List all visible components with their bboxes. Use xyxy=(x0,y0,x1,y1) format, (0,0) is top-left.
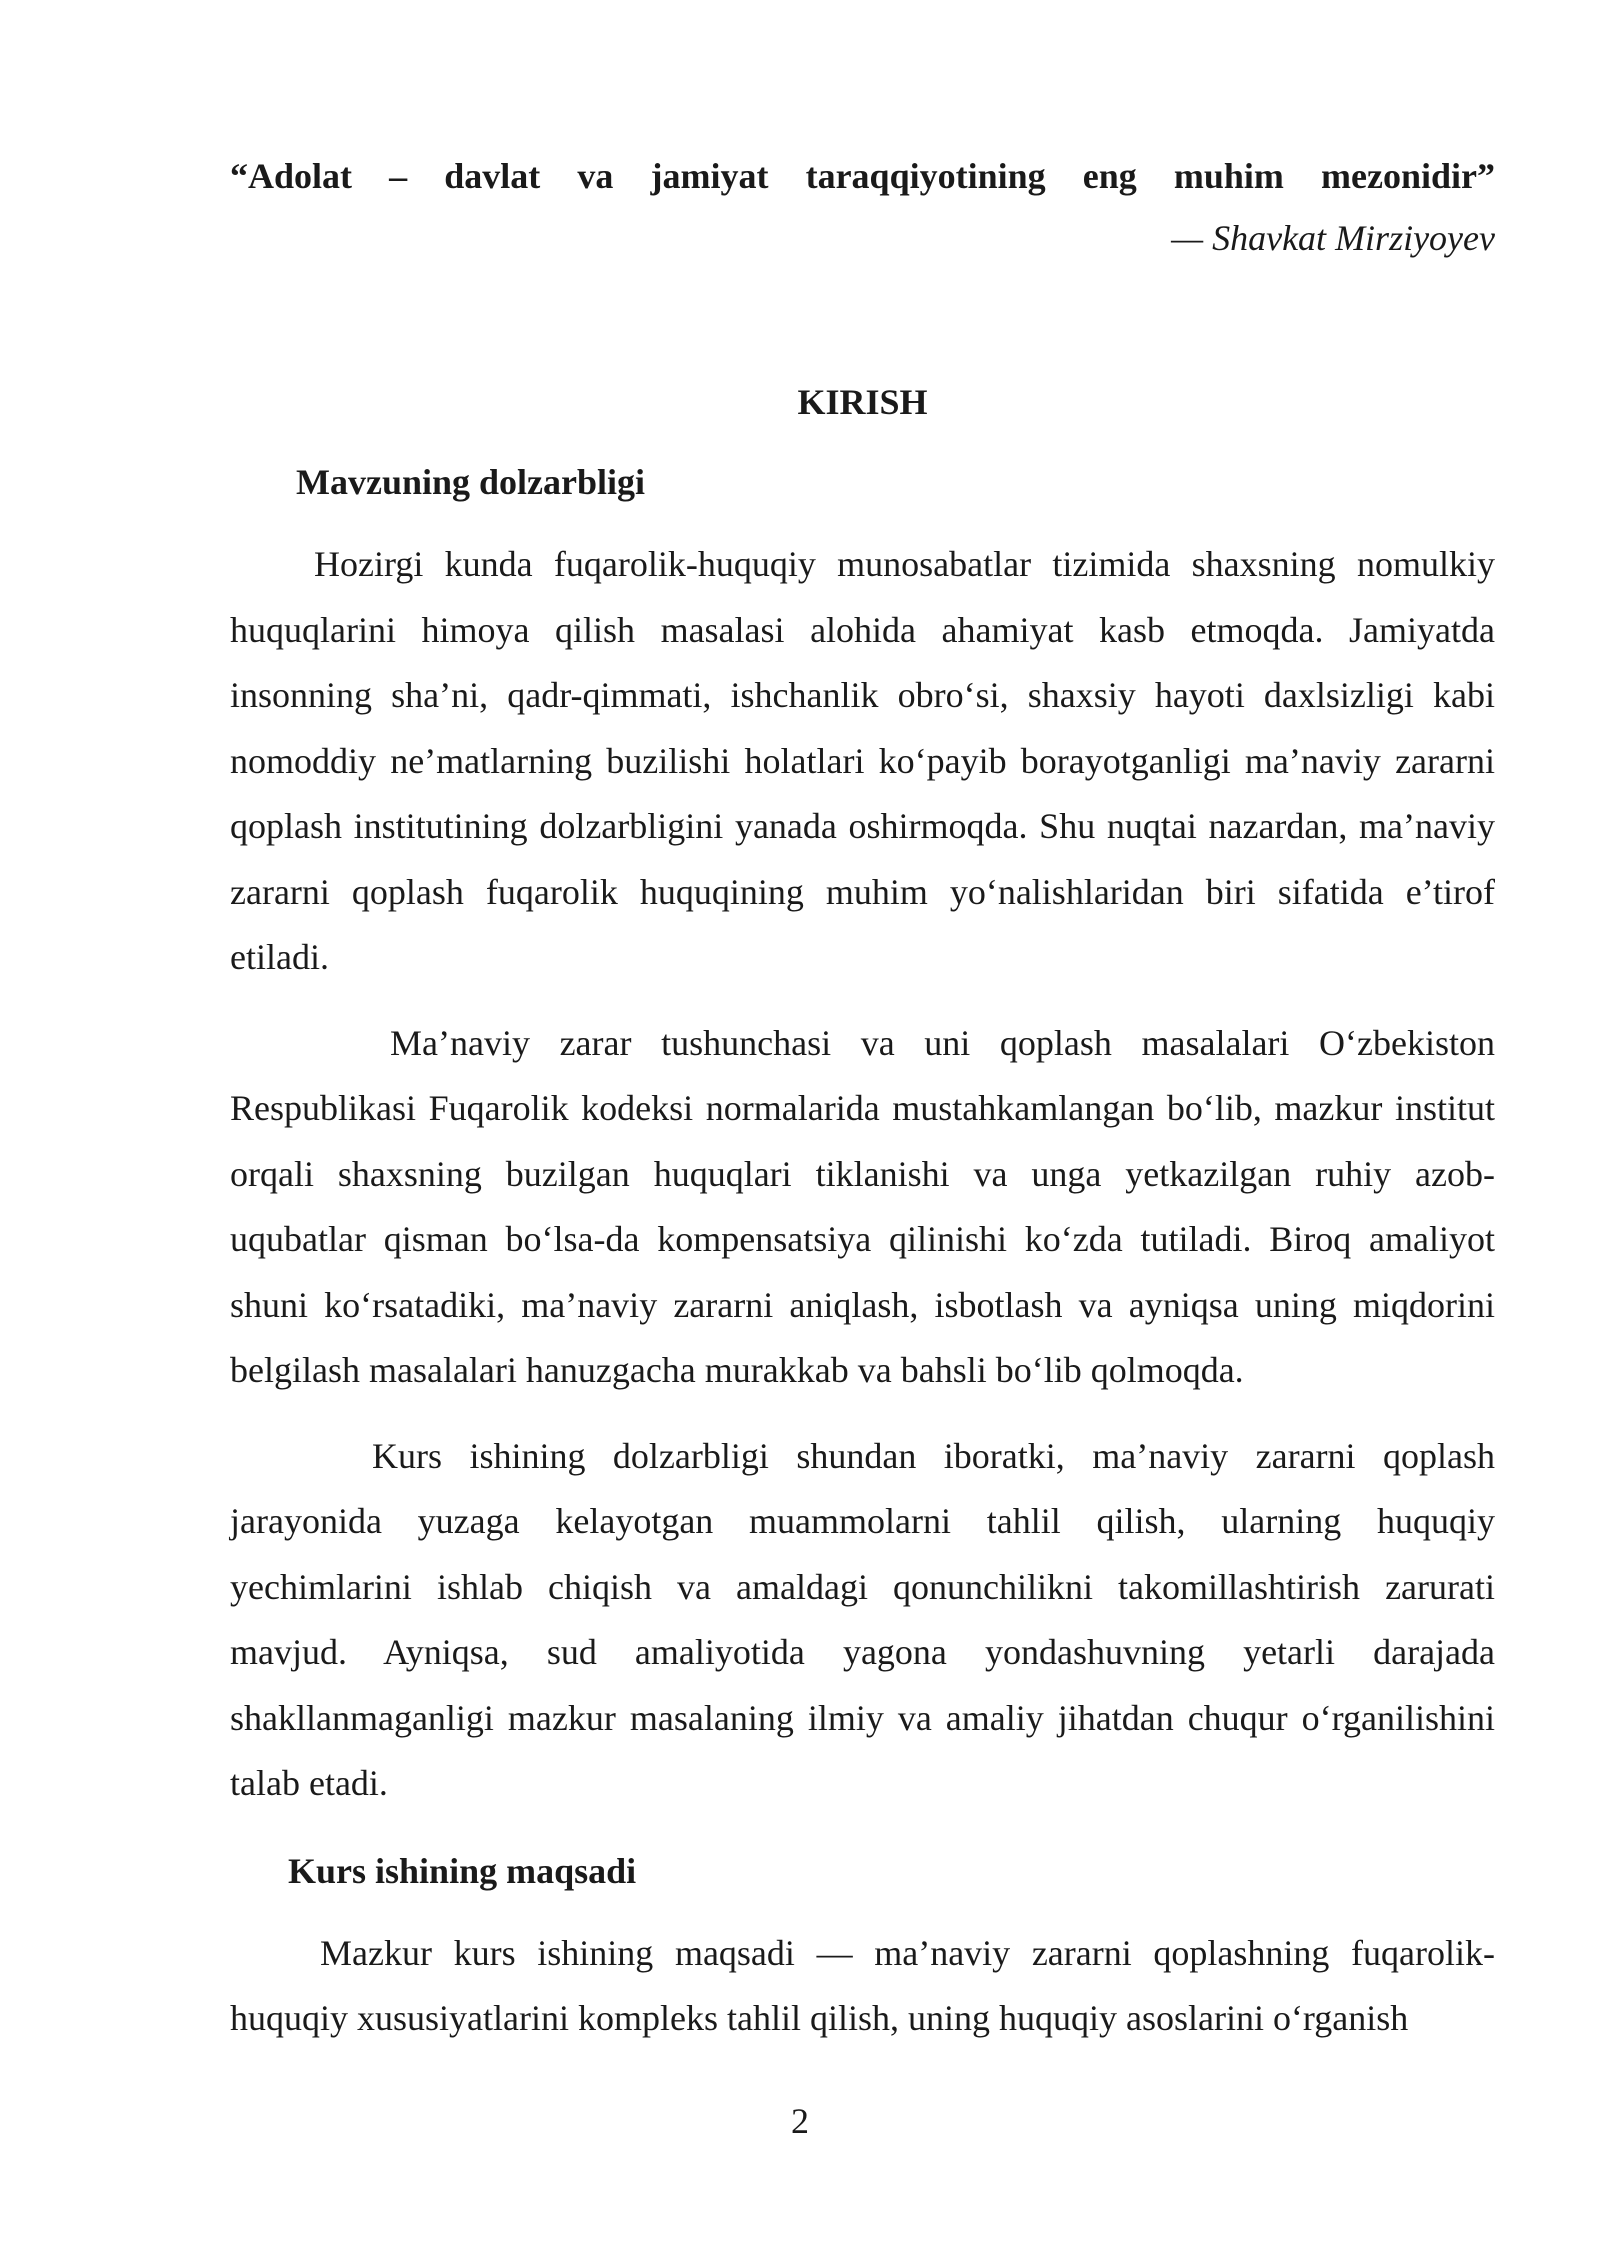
paragraph-relevance-2: Ma’naviy zarar tushunchasi va uni qoplash masalalari O‘zbekiston Respublikasi Fuqarolik kodeksi normalarida mustahkamlangan bo‘lib, mazkur institut orqali shaxsning buzilgan huquqlari tiklanishi va unga yetkazilgan ruhiy azob-uqubatlar qisman bo‘lsa-da kompensatsiya qilinishi ko‘zda tutiladi. Biroq amaliyot shuni ko‘rsatadiki, ma’naviy zararni aniqlash, isbotlash va ayniqsa uning miqdorini belgilash masalalari hanuzgacha murakkab va bahsli bo‘lib qolmoqda. xyxy=(230,1022,1495,1390)
section-heading-relevance: Mavzuning dolzarbligi xyxy=(296,462,646,502)
epigraph-quote: “Adolat – davlat va jamiyat taraqqiyotining eng muhim mezonidir” xyxy=(230,156,1495,196)
page-number: 2 xyxy=(791,2101,809,2141)
paragraph-relevance-1: Hozirgi kunda fuqarolik-huquqiy munosabatlar tizimida shaxsning nomulkiy huquqlarini himoya qilish masalasi alohida ahamiyat kasb etmoqda. Jamiyatda insonning sha’ni, qadr-qimmati, ishchanlik obro‘si, shaxsiy hayoti daxlsizligi kabi nomoddiy ne’matlarning buzilishi holatlari ko‘payib borayotganligi ma’naviy zararni qoplash institutining dolzarbligini yanada oshirmoqda. Shu nuqtai nazardan, ma’naviy zararni qoplash fuqarolik huquqining muhim yo‘nalishlaridan biri sifatida e’tirof etiladi. xyxy=(230,544,1495,977)
epigraph-author: — Shavkat Mirziyoyev xyxy=(1171,218,1495,258)
paragraph-goal-1: Mazkur kurs ishining maqsadi — ma’naviy zararni qoplashning fuqarolik-huquqiy xususiyatlarini kompleks tahlil qilish, uning huquqiy asoslarini o‘rganish xyxy=(230,1932,1495,2038)
section-heading-goal: Kurs ishining maqsadi xyxy=(288,1850,637,1891)
paragraph-relevance-3: Kurs ishining dolzarbligi shundan iboratki, ma’naviy zararni qoplash jarayonida yuzaga kelayotgan muammolarni tahlil qilish, ularning huquqiy yechimlarini ishlab chiqish va amaldagi qonunchilikni takomillashtirish zarurati mavjud. Ayniqsa, sud amaliyotida yagona yondashuvning yetarli darajada shakllanmaganligi mazkur masalaning ilmiy va amaliy jihatdan chuqur o‘rganilishini talab etadi. xyxy=(230,1435,1495,1803)
chapter-title: KIRISH xyxy=(797,382,928,422)
page-content xyxy=(230,150,1495,2052)
